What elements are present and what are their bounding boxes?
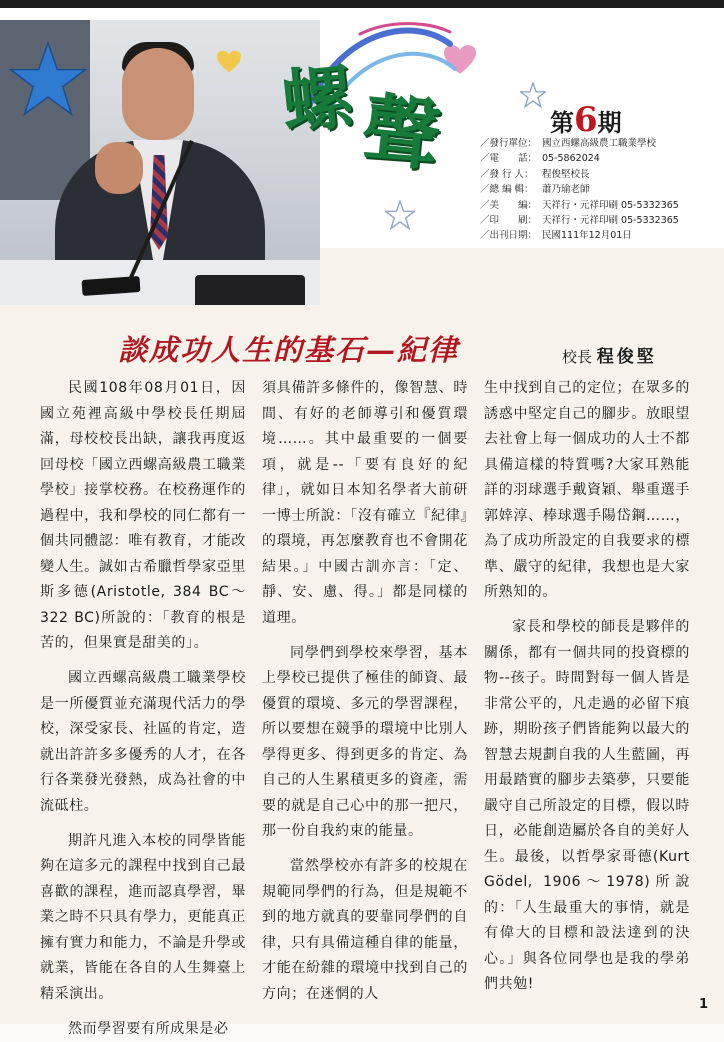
article-paragraph: 家長和學校的師長是夥伴的關係，都有一個共同的投資標的物--孩子。時間對每一個人皆是非常公平的，凡走過的必留下痕跡，期盼孩子們皆能夠以最大的智慧去規劃自我的人生藍圖，再用最踏實的腳步去築夢，只要能嚴守自己所設定的目標，假以時日，必能創造屬於各自的美好人生。最後，以哲學家哥德(Kurt Gödel, 1906～1978)所說的：「人生最重大的事情，就是有偉大的目標和設法達到的決心。」與各位同學也是我的學弟們共勉! <box>484 615 690 998</box>
issue-number: 第6期 <box>550 100 622 140</box>
masthead-title: 螺 <box>279 62 356 139</box>
article-paragraph: 期許凡進入本校的同學皆能夠在這多元的課程中找到自己最喜歡的課程，進而認真學習，畢業之時不只具有學力，更能真正擁有實力和能力，不論是升學或就業，皆能在各自的人生舞臺上精采演出。 <box>40 829 246 1008</box>
article-paragraph: 然而學習要有所成果是必 <box>40 1017 246 1042</box>
colophon-row: ／發 行 人： 程俊堅校長 <box>480 167 720 182</box>
article-body <box>40 376 690 976</box>
outline-star-icon <box>520 82 546 108</box>
article-paragraph: 生中找到自己的定位；在眾多的誘惑中堅定自己的腳步。放眼望去社會上每一個成功的人士不都具備這樣的特質嗎?大家耳熟能詳的羽球選手戴資穎、舉重選手郭婞淳、棒球選手陽岱鋼……，為了成功所設定的自我要求的標準、嚴守的紀律，我想也是大家所熟知的。 <box>484 376 690 606</box>
masthead-title: 聲 <box>358 91 444 177</box>
article-author: 校長 程俊堅 <box>562 342 657 367</box>
colophon-row: ／電 話： 05-5862024 <box>480 151 720 166</box>
heart-icon <box>216 50 242 74</box>
colophon-row: ／出刊日期： 民國111年12月01日 <box>480 228 720 243</box>
blue-star-icon <box>8 40 88 118</box>
colophon-row: ／總 編 輯： 蕭乃瑜老師 <box>480 182 720 197</box>
article-paragraph: 同學們到學校來學習，基本上學校已提供了極佳的師資、最優質的環境、多元的學習課程，所以要想在競爭的環境中比別人學得更多、得到更多的肯定、為自己的人生累積更多的資產，需要的就是自己心中的那一把尺，那一份自我約束的能量。 <box>262 641 468 845</box>
colophon-row: ／發行單位： 國立西螺高級農工職業學校 <box>480 136 720 151</box>
article-title: 談成功人生的基石—紀律 <box>118 328 459 369</box>
colophon <box>480 136 720 244</box>
article-paragraph: 當然學校亦有許多的校規在規範同學們的行為，但是規範不到的地方就真的要靠同學們的自律，只有具備這種自律的能量，才能在紛雜的環境中找到自己的方向；在迷惘的人 <box>262 854 468 1007</box>
outline-star-icon <box>385 200 415 230</box>
article-paragraph: 國立西螺高級農工職業學校是一所優質並充滿現代活力的學校，深受家長、社區的肯定，造就出許許多多優秀的人才，在各行各業發光發熱，成為社會的中流砥柱。 <box>40 666 246 819</box>
article-column <box>40 376 246 976</box>
microphone-base <box>195 275 305 305</box>
article-paragraph: 民國108年08月01日，因國立苑裡高級中學校長任期屆滿，母校校長出缺，讓我再度返回母校「國立西螺高級農工職業學校」接掌校務。在校務運作的過程中，我和學校的同仁都有一個共同體認：唯有教育，才能改變人生。誠如古希臘哲學家亞里斯多德(Aristotle, 384 BC～322 BC)所說的：「教育的根是苦的，但果實是甜美的」。 <box>40 376 246 657</box>
article-column <box>262 376 468 976</box>
top-border <box>0 0 724 8</box>
colophon-row: ／美 編： 天祥行・元祥印刷 05-5332365 <box>480 198 720 213</box>
colophon-row: ／印 刷： 天祥行・元祥印刷 05-5332365 <box>480 213 720 228</box>
article-paragraph: 須具備許多條件的，像智慧、時間、有好的老師導引和優質環境……。其中最重要的一個要項，就是--「要有良好的紀律」，就如日本知名學者大前研一博士所說：「沒有確立『紀律』的環境，再怎麼教育也不會開花結果。」中國古訓亦言：「定、靜、安、慮、得。」都是同樣的道理。 <box>262 376 468 631</box>
page-number: 1 <box>699 997 708 1012</box>
article-column <box>484 376 690 976</box>
